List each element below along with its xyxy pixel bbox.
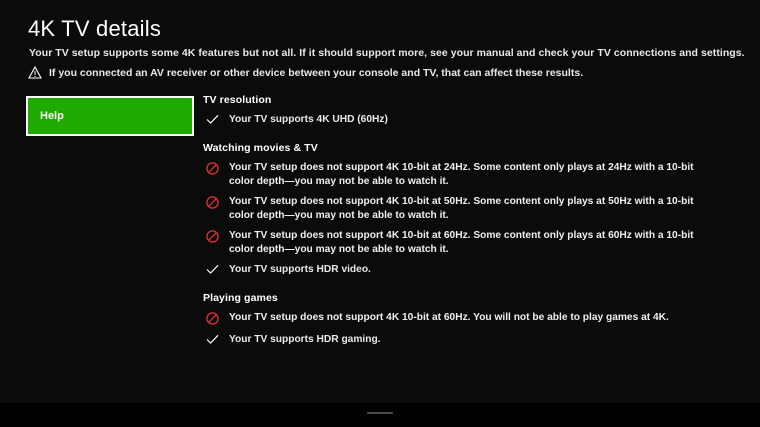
section-heading: Playing games: [203, 292, 278, 304]
checkmark-icon: [203, 264, 221, 278]
result-item: [203, 113, 743, 128]
warning-notice: [28, 66, 583, 79]
page-title: 4K TV details: [28, 16, 162, 41]
drag-handle[interactable]: [367, 412, 393, 414]
section-heading: TV resolution: [203, 94, 272, 106]
results-list: [203, 94, 743, 362]
no-entry-icon: [203, 162, 221, 176]
checkmark-icon: [203, 334, 221, 348]
result-item-text: Your TV supports HDR video.: [229, 264, 371, 275]
checkmark-icon: [203, 114, 221, 128]
no-entry-icon: [203, 312, 221, 326]
result-item-text: Your TV setup does not support 4K 10-bit at 24Hz. Some content only plays at 24Hz with a 10-bit color depth—you may not be able to watch it.: [229, 162, 694, 187]
result-item-text: Your TV setup does not support 4K 10-bit at 60Hz. You will not be able to play games at 4K.: [229, 312, 669, 323]
result-item-text: Your TV supports 4K UHD (60Hz): [229, 114, 388, 125]
warning-text: If you connected an AV receiver or other device between your console and TV, that can affect these results.: [49, 66, 584, 79]
result-item: [203, 311, 743, 326]
warning-triangle-icon: [28, 66, 42, 79]
help-button-label: Help: [40, 110, 64, 122]
section-tv-resolution: [203, 94, 743, 128]
section-playing-games: [203, 292, 743, 348]
result-item: [203, 195, 743, 222]
result-item: [203, 333, 743, 348]
no-entry-icon: [203, 196, 221, 210]
page-subtitle: Your TV setup supports some 4K features but not all. If it should support more, see your manual and check your TV connections and settings.: [29, 47, 745, 59]
section-watching-movies-tv: [203, 142, 743, 278]
result-item-text: Your TV setup does not support 4K 10-bit at 50Hz. Some content only plays at 50Hz with a 10-bit color depth—you may not be able to watch it.: [229, 196, 694, 221]
no-entry-icon: [203, 230, 221, 244]
help-button[interactable]: [26, 96, 194, 136]
section-heading: Watching movies & TV: [203, 142, 318, 154]
result-item: [203, 229, 743, 256]
footer-bar: [0, 403, 760, 427]
result-item-text: Your TV setup does not support 4K 10-bit at 60Hz. Some content only plays at 60Hz with a 10-bit color depth—you may not be able to watch it.: [229, 230, 694, 255]
result-item: [203, 263, 743, 278]
result-item-text: Your TV supports HDR gaming.: [229, 334, 381, 345]
result-item: [203, 161, 743, 188]
